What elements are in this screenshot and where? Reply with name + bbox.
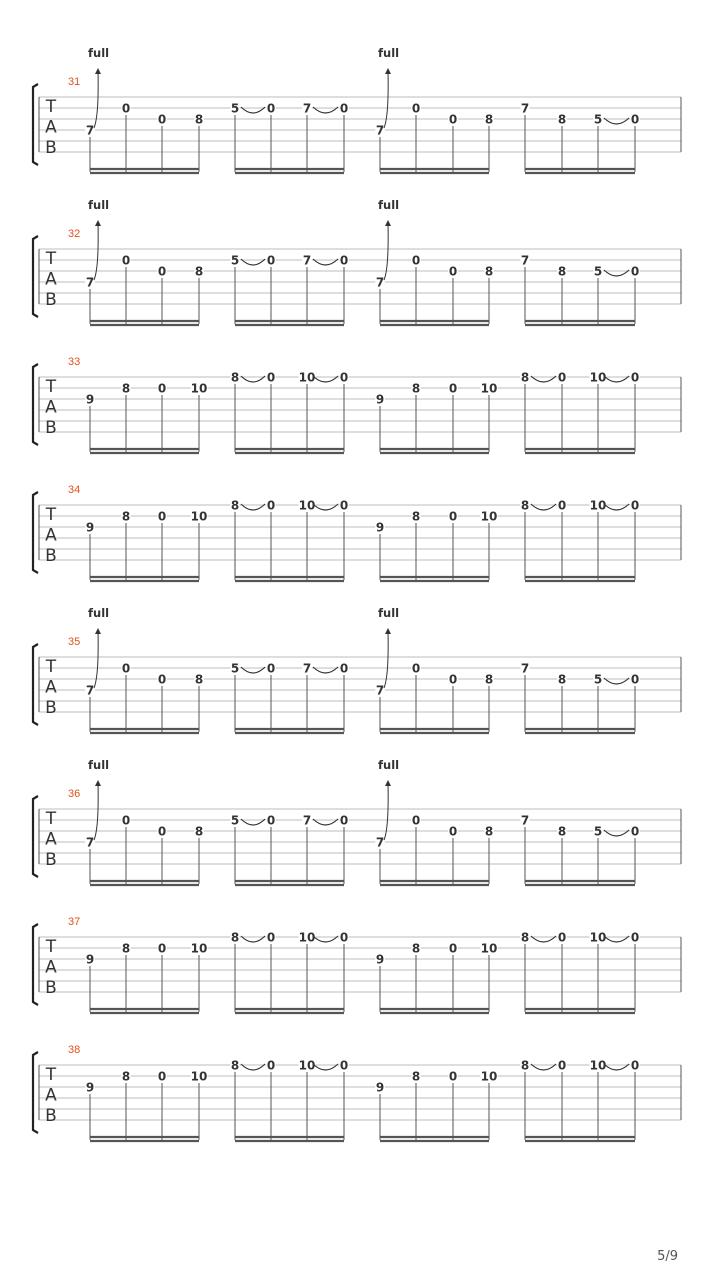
fret-number: 8 (520, 1058, 530, 1073)
fret-number: 5 (230, 661, 240, 676)
tab-clef-letter: T (45, 1065, 57, 1085)
fret-number: 10 (298, 930, 316, 945)
system-bracket (33, 236, 38, 317)
fret-number: 8 (484, 112, 494, 127)
fret-number: 8 (230, 370, 240, 385)
fret-number: 0 (121, 813, 131, 828)
fret-number: 0 (339, 253, 349, 268)
tab-clef-letter: B (45, 138, 57, 158)
fret-number: 0 (448, 264, 458, 279)
fret-number: 0 (630, 672, 640, 687)
fret-number: 0 (630, 498, 640, 513)
bend-label: full (378, 198, 400, 212)
fret-number: 0 (411, 253, 421, 268)
fret-number: 5 (230, 813, 240, 828)
fret-number: 0 (266, 498, 276, 513)
bend-arrow-icon (385, 780, 391, 786)
system-bracket (33, 492, 38, 573)
tab-clef-letter: T (45, 377, 57, 397)
fret-number: 8 (411, 941, 421, 956)
fret-number: 8 (557, 112, 567, 127)
fret-number: 0 (266, 253, 276, 268)
fret-number: 7 (375, 275, 385, 290)
fret-number: 8 (557, 264, 567, 279)
fret-number: 8 (230, 498, 240, 513)
fret-number: 10 (589, 1058, 607, 1073)
fret-number: 0 (266, 661, 276, 676)
fret-number: 0 (266, 930, 276, 945)
system-bracket (33, 364, 38, 445)
fret-number: 9 (85, 1080, 95, 1095)
fret-number: 9 (85, 952, 95, 967)
fret-number: 7 (85, 275, 95, 290)
measure-number: 33 (68, 356, 81, 368)
fret-number: 10 (190, 941, 208, 956)
tab-clef-letter: T (45, 249, 57, 269)
fret-number: 10 (589, 498, 607, 513)
tab-clef-letter: B (45, 546, 57, 566)
fret-number: 5 (230, 253, 240, 268)
fret-number: 8 (411, 1069, 421, 1084)
fret-number: 0 (157, 509, 167, 524)
fret-number: 7 (375, 123, 385, 138)
fret-number: 9 (375, 520, 385, 535)
page-number: 5/9 (657, 1249, 678, 1264)
fret-number: 7 (520, 253, 530, 268)
tab-clef-letter: T (45, 97, 57, 117)
system-bracket (33, 796, 38, 877)
fret-number: 0 (448, 941, 458, 956)
tab-clef-letter: A (45, 397, 57, 418)
tab-clef-letter: A (45, 677, 57, 698)
fret-number: 0 (157, 824, 167, 839)
tab-clef-letter: B (45, 418, 57, 438)
fret-number: 8 (520, 370, 530, 385)
fret-number: 8 (121, 509, 131, 524)
fret-number: 8 (484, 264, 494, 279)
fret-number: 0 (266, 1058, 276, 1073)
fret-number: 0 (630, 112, 640, 127)
fret-number: 8 (194, 112, 204, 127)
tab-system (33, 484, 681, 581)
fret-number: 0 (121, 253, 131, 268)
fret-number: 10 (589, 930, 607, 945)
fret-number: 0 (448, 509, 458, 524)
fret-number: 0 (630, 1058, 640, 1073)
fret-number: 7 (85, 683, 95, 698)
tab-clef-letter: T (45, 809, 57, 829)
fret-number: 8 (484, 672, 494, 687)
fret-number: 8 (520, 930, 530, 945)
fret-number: 0 (557, 498, 567, 513)
fret-number: 10 (298, 370, 316, 385)
tab-system (33, 758, 681, 885)
bend-arrow-icon (385, 628, 391, 634)
fret-number: 7 (520, 101, 530, 116)
fret-number: 7 (85, 123, 95, 138)
fret-number: 0 (557, 370, 567, 385)
fret-number: 0 (557, 930, 567, 945)
fret-number: 0 (157, 112, 167, 127)
fret-number: 0 (448, 824, 458, 839)
fret-number: 0 (339, 101, 349, 116)
fret-number: 7 (520, 661, 530, 676)
fret-number: 0 (121, 101, 131, 116)
fret-number: 5 (593, 824, 603, 839)
fret-number: 7 (520, 813, 530, 828)
fret-number: 7 (375, 683, 385, 698)
fret-number: 0 (630, 930, 640, 945)
measure-number: 32 (68, 228, 81, 240)
tab-clef-letter: B (45, 850, 57, 870)
fret-number: 0 (339, 813, 349, 828)
fret-number: 7 (375, 835, 385, 850)
bend-arrow-icon (95, 780, 101, 786)
tab-system (33, 46, 681, 173)
fret-number: 0 (266, 370, 276, 385)
fret-number: 0 (157, 264, 167, 279)
fret-number: 0 (339, 370, 349, 385)
tab-system (33, 198, 681, 325)
fret-number: 0 (266, 813, 276, 828)
bend-arrow-icon (95, 220, 101, 226)
tab-clef-letter: A (45, 1085, 57, 1106)
fret-number: 8 (557, 672, 567, 687)
tab-clef-letter: A (45, 957, 57, 978)
fret-number: 10 (298, 1058, 316, 1073)
fret-number: 10 (589, 370, 607, 385)
measure-number: 35 (68, 636, 81, 648)
fret-number: 10 (298, 498, 316, 513)
bend-arrow-icon (95, 628, 101, 634)
bend-label: full (88, 606, 110, 620)
tab-clef-letter: B (45, 1106, 57, 1126)
tab-clef-letter: T (45, 657, 57, 677)
system-bracket (33, 84, 38, 165)
fret-number: 0 (157, 1069, 167, 1084)
fret-number: 5 (593, 264, 603, 279)
fret-number: 0 (266, 101, 276, 116)
fret-number: 8 (121, 941, 131, 956)
tab-clef-letter: T (45, 937, 57, 957)
tab-clef-letter: B (45, 698, 57, 718)
fret-number: 0 (157, 672, 167, 687)
measure-number: 34 (68, 484, 81, 496)
system-bracket (33, 924, 38, 1005)
measure-number: 36 (68, 788, 81, 800)
measure-number: 37 (68, 916, 81, 928)
fret-number: 10 (190, 1069, 208, 1084)
bend-label: full (88, 46, 110, 60)
fret-number: 0 (448, 672, 458, 687)
fret-number: 8 (121, 1069, 131, 1084)
fret-number: 9 (375, 952, 385, 967)
fret-number: 0 (411, 661, 421, 676)
fret-number: 0 (339, 1058, 349, 1073)
system-bracket (33, 644, 38, 725)
fret-number: 7 (302, 661, 312, 676)
bend-arrow-icon (385, 68, 391, 74)
fret-number: 0 (411, 813, 421, 828)
fret-number: 0 (411, 101, 421, 116)
fret-number: 8 (194, 264, 204, 279)
tab-system (33, 916, 681, 1013)
bend-label: full (88, 198, 110, 212)
tab-clef-letter: A (45, 269, 57, 290)
measure-number: 38 (68, 1044, 81, 1056)
fret-number: 5 (593, 672, 603, 687)
tab-clef-letter: A (45, 829, 57, 850)
tab-system (33, 606, 681, 733)
system-bracket (33, 1052, 38, 1133)
bend-label: full (378, 46, 400, 60)
tab-clef-letter: A (45, 117, 57, 138)
fret-number: 10 (480, 1069, 498, 1084)
fret-number: 8 (121, 381, 131, 396)
fret-number: 5 (593, 112, 603, 127)
fret-number: 8 (194, 824, 204, 839)
measure-number: 31 (68, 76, 81, 88)
fret-number: 0 (557, 1058, 567, 1073)
fret-number: 0 (121, 661, 131, 676)
bend-label: full (378, 606, 400, 620)
bend-arrow-icon (95, 68, 101, 74)
fret-number: 8 (484, 824, 494, 839)
tab-clef-letter: B (45, 978, 57, 998)
fret-number: 7 (302, 101, 312, 116)
fret-number: 0 (448, 1069, 458, 1084)
fret-number: 0 (448, 381, 458, 396)
fret-number: 0 (157, 381, 167, 396)
fret-number: 7 (85, 835, 95, 850)
fret-number: 8 (230, 1058, 240, 1073)
tab-system (33, 356, 681, 453)
fret-number: 8 (411, 509, 421, 524)
fret-number: 0 (630, 824, 640, 839)
fret-number: 8 (520, 498, 530, 513)
fret-number: 7 (302, 253, 312, 268)
fret-number: 8 (230, 930, 240, 945)
fret-number: 9 (85, 520, 95, 535)
fret-number: 9 (375, 392, 385, 407)
fret-number: 10 (190, 381, 208, 396)
bend-label: full (378, 758, 400, 772)
tab-clef-letter: B (45, 290, 57, 310)
fret-number: 9 (375, 1080, 385, 1095)
fret-number: 10 (190, 509, 208, 524)
fret-number: 0 (339, 498, 349, 513)
fret-number: 10 (480, 381, 498, 396)
fret-number: 10 (480, 509, 498, 524)
tab-system (33, 1044, 681, 1141)
tab-clef-letter: A (45, 525, 57, 546)
fret-number: 8 (411, 381, 421, 396)
fret-number: 0 (630, 264, 640, 279)
fret-number: 0 (339, 661, 349, 676)
fret-number: 7 (302, 813, 312, 828)
tab-clef-letter: T (45, 505, 57, 525)
fret-number: 9 (85, 392, 95, 407)
bend-label: full (88, 758, 110, 772)
fret-number: 10 (480, 941, 498, 956)
fret-number: 0 (448, 112, 458, 127)
fret-number: 8 (194, 672, 204, 687)
fret-number: 0 (157, 941, 167, 956)
fret-number: 0 (630, 370, 640, 385)
fret-number: 8 (557, 824, 567, 839)
fret-number: 5 (230, 101, 240, 116)
fret-number: 0 (339, 930, 349, 945)
bend-arrow-icon (385, 220, 391, 226)
